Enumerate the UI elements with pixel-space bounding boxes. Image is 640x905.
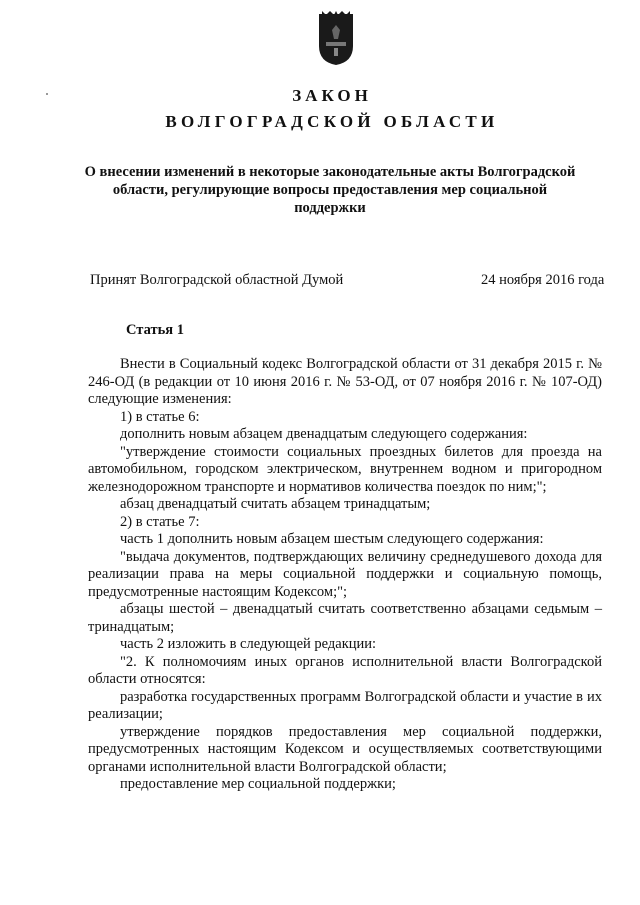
paragraph: 2) в статье 7: [120,513,200,530]
paragraph: дополнить новым абзацем двенадцатым следующего содержания: [120,426,528,442]
paragraph: предоставление мер социальной поддержки; [120,776,396,792]
law-subtitle: О внесении изменений в некоторые законодательные акты Волгоградской области, регулирующие вопросы предоставления мер социальной поддержки [84,164,576,216]
paragraph: "утверждение стоимости социальных проездных билетов для проезда на автомобильном, городском электрическом, внутреннем водном и пригородном железнодорожном транспорте и нормативов количества поездок по ним;"; [88,443,602,495]
adoption-date: 24 ноября 2016 года [481,272,605,288]
paragraph: "2. К полномочиям иных органов исполнительной власти Волгоградской области относятся: [88,653,602,687]
adopted-by: Принят Волгоградской областной Думой [90,272,344,288]
law-title: ЗАКОН [292,86,372,105]
paragraph: часть 1 дополнить новым абзацем шестым следующего содержания: [120,531,544,547]
paragraph: абзацы шестой – двенадцатый считать соответственно абзацами седьмым – тринадцатым; [88,601,602,635]
paragraph: абзац двенадцатый считать абзацем тринадцатым; [120,496,431,512]
paragraph: разработка государственных программ Волгоградской области и участие в их реализации; [88,688,602,722]
paragraph: утверждение порядков предоставления мер социальной поддержки, предусмотренных настоящим Кодексом и осуществляемых соответствующими органами исполнительной власти Волгоградской области; [88,723,602,775]
paragraph: 1) в статье 6: [120,408,200,425]
paragraph: "выдача документов, подтверждающих величину среднедушевого дохода для реализации права на меры социальной поддержки и социальную помощь, предусмотренные настоящим Кодексом;"; [88,548,602,600]
article-body [88,356,602,794]
region-title: ВОЛГОГРАДСКОЙ ОБЛАСТИ [165,112,499,131]
paragraph: Внести в Социальный кодекс Волгоградской области от 31 декабря 2015 г. № 246-ОД (в редакции от 10 июня 2016 г. № 53-ОД, от 07 ноября 2016 г. № 107-ОД) следующие изменения: [88,356,602,407]
paragraph: часть 2 изложить в следующей редакции: [120,636,377,652]
article-heading: Статья 1 [126,322,184,338]
coat-of-arms-icon [318,10,354,66]
